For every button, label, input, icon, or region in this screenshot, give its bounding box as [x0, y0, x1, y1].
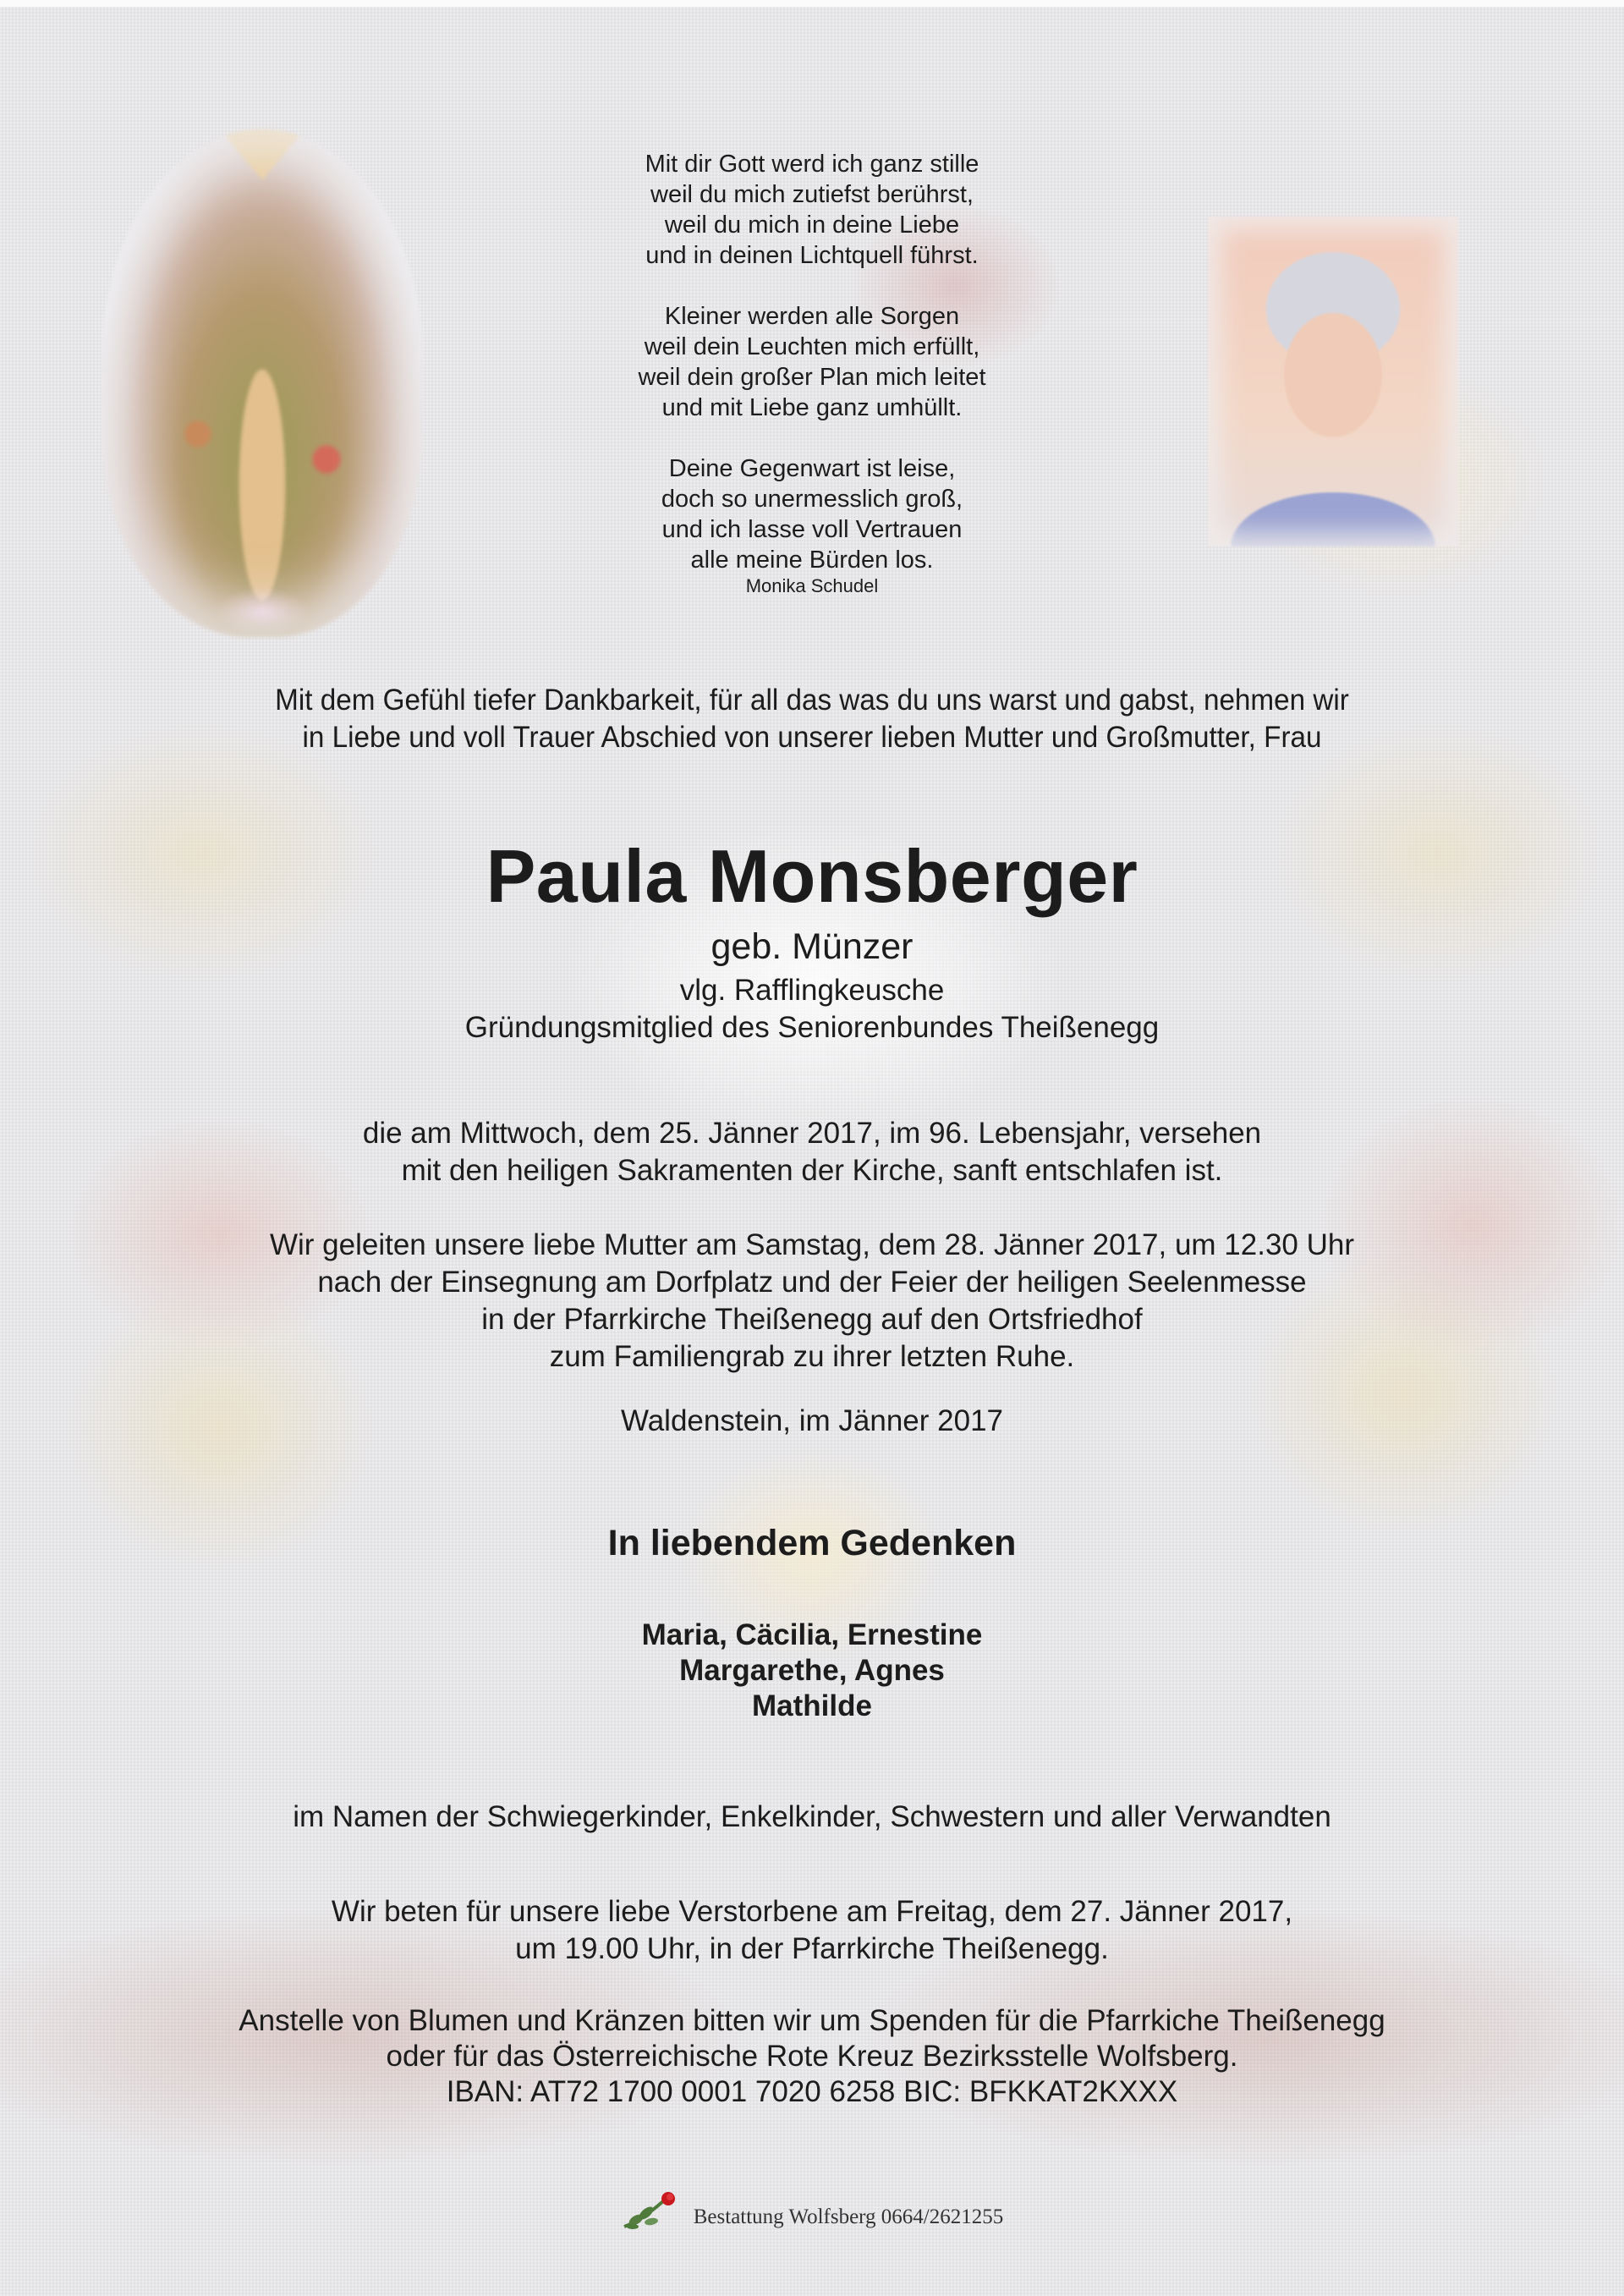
poem-line: und ich lasse voll Vertrauen: [661, 516, 963, 543]
bank-details: IBAN: AT72 1700 0001 7020 6258 BIC: BFKKAT2KXXX: [446, 2075, 1178, 2108]
mourners-line: Margarethe, Agnes: [679, 1654, 945, 1687]
poem-line: weil du mich in deine Liebe: [664, 211, 960, 239]
relatives-note: im Namen der Schwiegerkinder, Enkelkinder, Schwestern und aller Verwandten: [293, 1800, 1331, 1833]
funeral-line: nach der Einsegnung am Dorfplatz und der Feier der heiligen Seelenmesse: [317, 1266, 1307, 1299]
poem: [558, 149, 1066, 628]
poem-stanza: [558, 301, 1066, 423]
funeral-home-contact: Bestattung Wolfsberg 0664/2621255: [693, 2205, 1004, 2228]
poem-line: weil dein Leuchten mich erfüllt,: [644, 333, 980, 360]
funeral-line: zum Familiengrab zu ihrer letzten Ruhe.: [549, 1340, 1075, 1373]
portrait-photo: [1208, 217, 1458, 547]
funeral-line: in der Pfarrkirche Theißenegg auf den Ortsfriedhof: [481, 1303, 1143, 1336]
poem-line: und mit Liebe ganz umhüllt.: [661, 394, 963, 421]
deceased-name: Paula Monsberger: [486, 834, 1138, 918]
donation-line: oder für das Österreichische Rote Kreuz Bezirksstelle Wolfsberg.: [386, 2040, 1238, 2073]
intro-text: [41, 682, 1583, 756]
intro-line: in Liebe und voll Trauer Abschied von unserer lieben Mutter und Großmutter, Frau: [302, 721, 1322, 754]
poem-line: weil du mich zutiefst berührst,: [650, 181, 974, 208]
poem-line: Kleiner werden alle Sorgen: [664, 303, 960, 330]
poem-line: weil dein großer Plan mich leitet: [638, 364, 986, 391]
wayside-shrine-photo: [102, 129, 423, 637]
intro-line: Mit dem Gefühl tiefer Dankbarkeit, für all das was du uns warst und gabst, nehmen wir: [275, 684, 1349, 717]
membership: Gründungsmitglied des Seniorenbundes Theißenegg: [464, 1011, 1160, 1044]
obituary-page: [0, 7, 1624, 2296]
prayer-line: Wir beten für unsere liebe Verstorbene am Freitag, dem 27. Jänner 2017,: [331, 1895, 1293, 1928]
poem-line: und in deinen Lichtquell führst.: [645, 242, 979, 269]
poem-line: Deine Gegenwart ist leise,: [668, 455, 956, 482]
mourners-line: Mathilde: [752, 1689, 872, 1722]
donation-line: Anstelle von Blumen und Kränzen bitten wir um Spenden für die Pfarrkiche Theißenegg: [239, 2004, 1385, 2037]
prayer-notice: [0, 1893, 1624, 1968]
poem-line: alle meine Bürden los.: [690, 547, 934, 574]
poem-author: Monika Schudel: [745, 575, 879, 596]
house-name: vlg. Rafflingkeusche: [679, 974, 945, 1007]
funeral-line: Wir geleiten unsere liebe Mutter am Samstag, dem 28. Jänner 2017, um 12.30 Uhr: [269, 1228, 1355, 1261]
poem-line: Mit dir Gott werd ich ganz stille: [645, 151, 979, 178]
prayer-line: um 19.00 Uhr, in der Pfarrkirche Theißenegg.: [515, 1932, 1109, 1965]
death-line: mit den heiligen Sakramenten der Kirche, sanft entschlafen ist.: [401, 1154, 1223, 1187]
mourners-list: [0, 1618, 1624, 1724]
death-notice: [0, 1115, 1624, 1189]
memory-title: In liebendem Gedenken: [607, 1523, 1017, 1563]
mourners-line: Maria, Cäcilia, Ernestine: [641, 1618, 983, 1651]
donation-notice: [0, 2003, 1624, 2110]
poem-stanza: [558, 453, 1066, 575]
funeral-details: [0, 1227, 1624, 1376]
death-line: die am Mittwoch, dem 25. Jänner 2017, im 96. Lebensjahr, versehen: [362, 1117, 1262, 1150]
place-date: Waldenstein, im Jänner 2017: [620, 1404, 1003, 1437]
poem-line: doch so unermesslich groß,: [661, 486, 963, 513]
rose-icon: [621, 2188, 689, 2230]
funeral-home-footer: [0, 2188, 1624, 2230]
maiden-name: geb. Münzer: [710, 926, 914, 967]
poem-stanza: [558, 149, 1066, 271]
